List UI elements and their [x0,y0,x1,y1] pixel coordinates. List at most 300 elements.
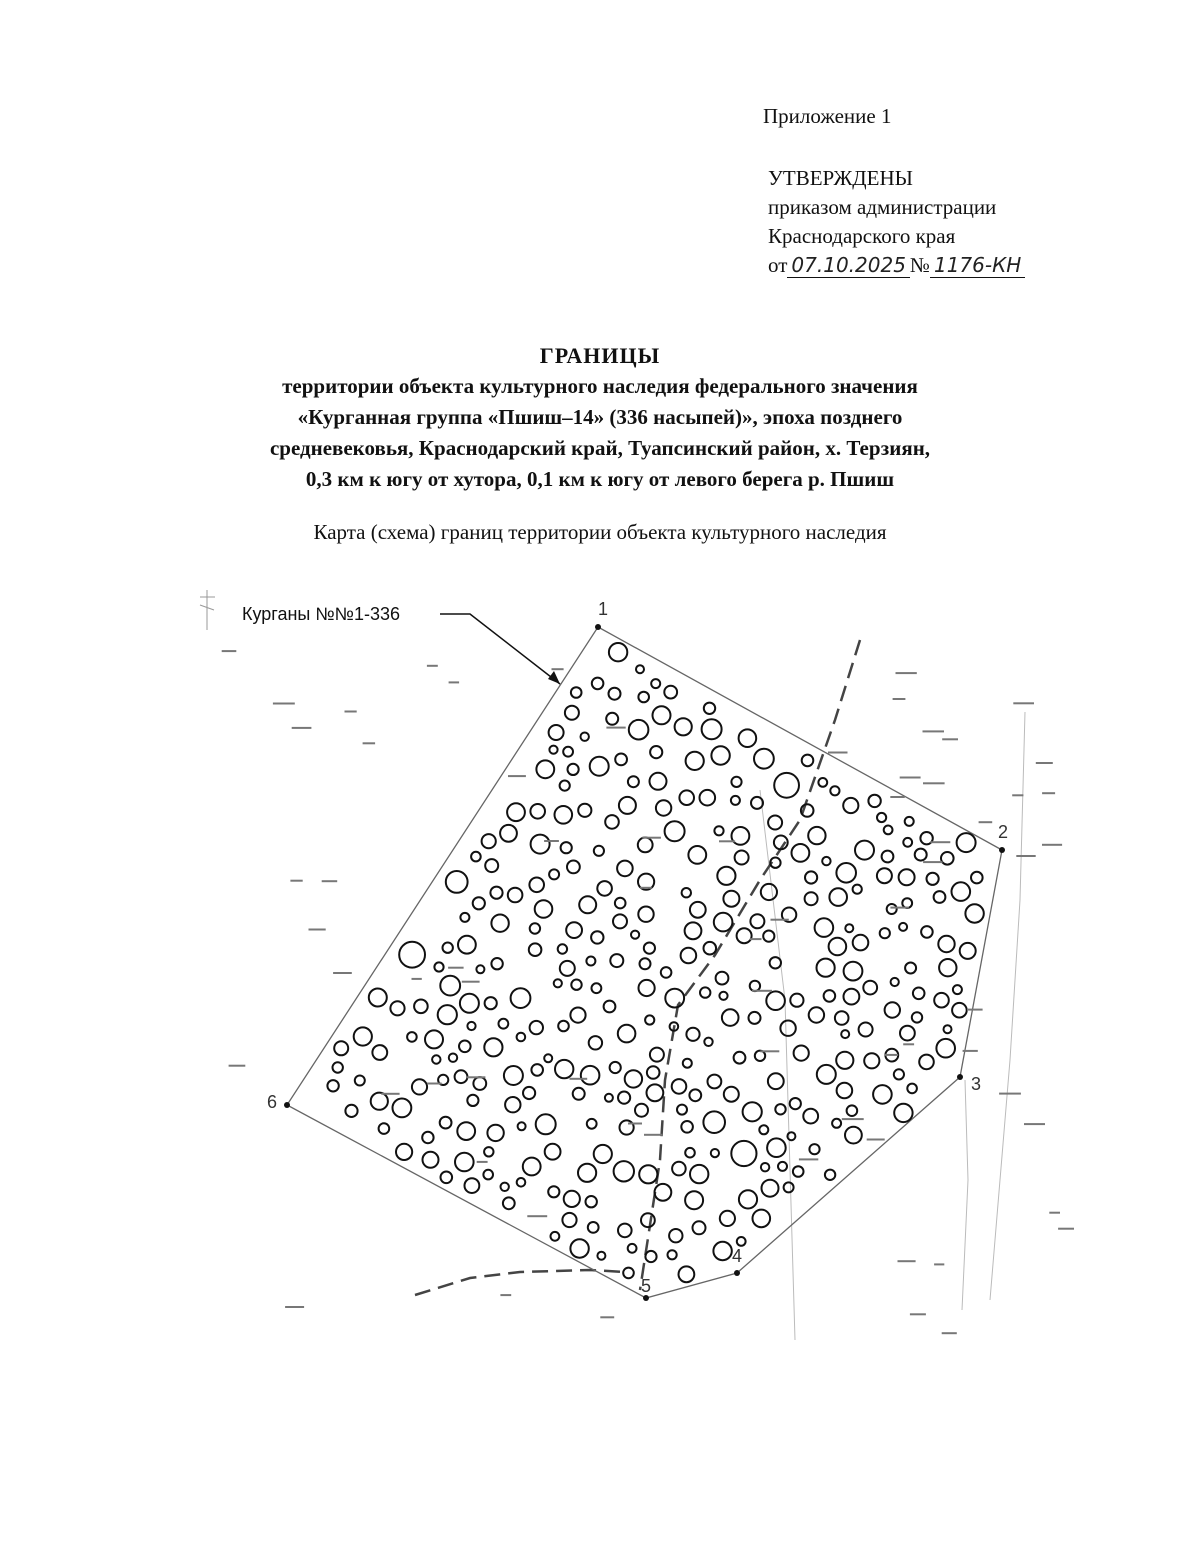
mound-circle [422,1132,433,1143]
mound-circle [628,776,639,787]
mound-circle [449,1054,457,1062]
mound-circle [458,936,476,954]
vertex-1 [595,624,601,630]
mound-circle [664,686,677,699]
mound-circle [573,1088,585,1100]
mound-circle [829,888,847,906]
mound-circle [750,914,764,928]
approval-date-row [768,251,1025,280]
mound-circle [971,872,983,884]
mound-circle [717,867,735,885]
mound-circle [485,859,498,872]
mound-circle [579,896,596,913]
survey-mark [890,796,905,798]
mound-circle [334,1041,348,1055]
mound-circle [581,1066,600,1085]
mound-circle [591,931,603,943]
mound-circle [467,1022,475,1030]
mound-circle [592,983,602,993]
survey-mark [910,1313,926,1315]
mound-circle [610,1062,621,1073]
mound-circle [476,965,484,973]
mound-circle [859,1023,873,1037]
mound-circle [484,1038,502,1056]
mound-circle [460,994,479,1013]
mound-circle [720,1211,735,1226]
mound-circle [647,1066,660,1079]
mound-circle [716,972,729,985]
mound-circle [938,936,954,952]
mound-circle [465,1178,480,1193]
survey-mark [900,777,921,779]
mound-circle [845,924,853,932]
mound-circle [483,1170,493,1180]
mound-circle [775,1104,785,1114]
mound-circle [457,1122,475,1140]
mound-circle [794,1046,809,1061]
mound-circle [473,897,485,909]
mound-circle [589,1036,602,1049]
title-heading: ГРАНИЦЫ [539,343,661,368]
mound-circle [555,806,573,824]
mound-circle [511,988,531,1008]
mound-circle [739,729,757,747]
mound-circle [739,1190,757,1208]
mound-circle [460,913,469,922]
mound-circle [560,781,570,791]
mound-circle [936,1039,955,1058]
mound-circle [523,1158,541,1176]
mound-circle [615,754,627,766]
mound-circle [606,713,618,725]
mound-circle [714,826,723,835]
mound-circle [753,1210,771,1228]
title-line-2: «Курганная группа «Пшиш–14» (336 насыпей)», эпоха позднего [297,405,903,429]
mound-circle [412,1079,427,1094]
mound-circle [590,757,609,776]
mound-circle [333,1062,343,1072]
mound-circle [722,1009,739,1026]
mound-circle [414,1000,428,1014]
mound-circle [625,1070,642,1087]
mound-circle [372,1045,387,1060]
mound-circle [636,665,644,673]
vertex-label-5: 5 [641,1276,652,1296]
survey-mark [500,1294,511,1296]
mound-circle [768,816,782,830]
mound-circle [766,991,785,1010]
vertex-labels [267,599,1008,1296]
mound-circle [508,888,523,903]
boundary-map [0,560,1200,1360]
mound-circle [505,1097,520,1112]
mound-circle [792,844,810,862]
mound-circle [571,980,581,990]
mound-circle [700,987,710,997]
mound-circle [578,1164,596,1182]
survey-mark [229,1065,246,1067]
mound-circle [354,1027,372,1045]
survey-mark [890,907,908,909]
mound-circle [653,706,671,724]
mound-circle [805,892,818,905]
mound-circle [844,989,860,1005]
mound-circle [592,678,604,690]
survey-mark [527,1215,547,1217]
survey-mark [448,967,464,969]
compass-mark-icon [200,590,215,630]
mound-circle [441,1172,453,1184]
handwritten-number: 1176-КН [930,253,1025,278]
boundary-vertices [284,624,1005,1301]
mound-circle [650,746,662,758]
mound-circle [900,1026,915,1041]
mound-circle [704,1038,712,1046]
mound-circle [618,1025,636,1043]
mound-circle [629,720,649,740]
mound-circle [774,773,799,798]
mound-circle [558,944,567,953]
mound-circle [763,931,774,942]
mound-circle [371,1093,388,1110]
mound-circle [555,1060,573,1078]
mound-circle [530,804,545,819]
mound-circle [644,943,655,954]
mound-circle [570,1008,585,1023]
mound-circle [327,1080,338,1091]
mound-circle [567,861,580,874]
mound-circle [836,863,856,883]
mound-circle [535,900,553,918]
burial-mounds-callout [242,604,560,684]
mound-circle [668,1250,677,1259]
mound-circle [863,981,877,995]
mound-circle [808,827,825,844]
mound-circle [832,1119,841,1128]
survey-mark [963,1050,978,1052]
survey-mark [923,730,945,732]
mound-circle [485,997,497,1009]
mound-circle [843,798,858,813]
mound-circle [487,1125,503,1141]
mound-circle [440,1117,452,1129]
mound-circle [578,804,591,817]
vertex-label-2: 2 [998,822,1009,842]
survey-mark [1016,855,1035,857]
mound-circle [563,747,573,757]
mound-circle [882,851,894,863]
mound-circle [618,1092,630,1104]
mound-circle [939,959,956,976]
mound-circle [669,1229,682,1242]
mound-circle [650,1048,664,1062]
mound-circle [690,902,706,918]
mound-circle [531,835,550,854]
mound-circle [549,746,557,754]
survey-mark [1012,794,1023,796]
mound-circle [638,907,653,922]
mound-circle [762,1180,779,1197]
mound-circle [554,979,562,987]
survey-mark [979,821,993,823]
mound-circle [853,935,869,951]
date-prefix: от [768,253,788,277]
mound-circle [565,706,579,720]
mound-circle [703,1111,725,1133]
mound-circle [683,1059,692,1068]
mound-circle [639,1165,657,1183]
mound-circle [523,1087,535,1099]
vertex-label-1: 1 [598,599,609,619]
survey-mark [642,837,661,839]
survey-mark [884,1054,898,1056]
mound-circle [686,1028,699,1041]
mound-circle [631,931,639,939]
mound-circle [711,1149,719,1157]
survey-mark [628,1123,642,1125]
mound-circle [570,1239,588,1257]
mound-circle [957,833,976,852]
mound-circle [780,1020,795,1035]
mound-circle [817,1065,836,1084]
mound-circle [446,871,468,893]
mound-circle [817,959,835,977]
vertex-label-6: 6 [267,1092,278,1112]
mound-circle [835,1011,849,1025]
mound-circle [518,1122,526,1130]
survey-mark [427,1083,442,1085]
mound-circle [665,821,685,841]
mound-circle [965,904,983,922]
mound-circle [672,1162,686,1176]
mound-circle [824,990,836,1002]
survey-mark [750,938,762,940]
mound-circle [641,1213,655,1227]
mound-circle [770,957,781,968]
mound-circle [960,943,976,959]
mound-circle [693,1221,706,1234]
survey-mark [771,919,789,921]
survey-mark [412,978,422,980]
survey-mark [508,775,526,777]
mound-circle [614,1161,634,1181]
mound-circle [749,1012,761,1024]
mound-circle [829,938,847,956]
mound-circle [877,868,892,883]
mound-circle [396,1144,412,1160]
vertex-2 [999,847,1005,853]
mound-circle [390,1001,404,1015]
survey-mark [644,1134,662,1136]
survey-mark [967,1009,983,1011]
mound-circle [379,1123,390,1134]
mound-circle [944,1025,952,1033]
mound-circle [549,869,559,879]
survey-mark [930,841,950,843]
mound-circle [921,926,933,938]
mound-circle [661,967,672,978]
background-lines [760,712,1025,1340]
mound-circle [688,846,706,864]
mound-circle [941,852,954,865]
mound-circle [423,1152,439,1168]
mound-circle [723,891,739,907]
mound-circle [841,1030,849,1038]
survey-mark [934,1263,944,1265]
mound-circle [605,1094,613,1102]
survey-mark [640,887,652,889]
mound-circle [847,1105,858,1116]
mound-circle [628,1244,637,1253]
mound-circle [604,1001,616,1013]
mound-circle [432,1055,440,1063]
mound-circle [530,923,540,933]
mound-circle [672,1079,687,1094]
mound-circle [443,943,453,953]
mound-circle [594,1145,612,1163]
mound-circle [609,643,627,661]
survey-mark [893,698,906,700]
survey-mark [942,738,958,740]
survey-mark [799,1158,818,1160]
survey-mark [828,752,848,754]
survey-mark [273,703,295,705]
mound-circle [873,1085,892,1104]
mound-circle [499,1019,509,1029]
mound-circle [915,849,927,861]
mound-circle [587,1119,597,1129]
mound-circle [665,989,684,1008]
mound-circle [571,687,582,698]
mound-circle [566,922,582,938]
mound-circle [784,1182,794,1192]
mound-circle [818,778,827,787]
mound-circle [484,1147,493,1156]
mound-circle [560,961,575,976]
mound-circle [952,882,971,901]
mound-circle [638,692,649,703]
survey-mark [1042,844,1062,846]
mound-circle [490,887,502,899]
mound-circle [517,1178,526,1187]
survey-annotations [222,650,1074,1334]
approved-word: УТВЕРЖДЕНЫ [768,166,913,190]
mound-circle [802,755,814,767]
mound-circle [700,790,716,806]
mound-circle [597,1252,605,1260]
mound-circle [517,1033,526,1042]
survey-mark [1058,1228,1074,1230]
mound-circle [952,1003,967,1018]
mound-circle [619,797,636,814]
mound-circle [894,1069,904,1079]
mound-circle [467,1095,478,1106]
mound-circle [679,790,694,805]
mound-circle [651,679,660,688]
survey-mark [467,1076,486,1078]
vertex-label-3: 3 [971,1074,982,1094]
mound-circle [686,752,704,770]
mound-circle [919,1055,934,1070]
map-caption: Карта (схема) границ территории объекта культурного наследия [313,520,887,544]
mound-circle [455,1153,474,1172]
mound-circle [880,928,890,938]
mound-circle [902,898,912,908]
mound-circle [617,861,633,877]
mound-circle [615,898,626,909]
mound-circle [681,948,697,964]
document-title [0,340,1200,495]
survey-mark [600,1316,614,1318]
mound-circle [623,1268,634,1279]
survey-mark [752,990,772,992]
mound-circle [877,813,886,822]
survey-mark [462,981,480,983]
mound-circle [639,980,655,996]
mound-circle [805,871,817,883]
mound-circle [864,1053,879,1068]
survey-mark [923,861,942,863]
survey-mark [552,668,564,670]
mound-circle [647,1084,664,1101]
mound-circle [790,994,803,1007]
mound-circle [734,1052,746,1064]
survey-mark [719,840,735,842]
survey-mark [898,1260,916,1262]
mound-circle [855,841,874,860]
vertex-6 [284,1102,290,1108]
survey-mark [923,782,945,784]
mound-circle [558,1021,569,1032]
mound-circle [719,992,727,1000]
mound-circle [891,978,899,986]
mound-circle [887,904,897,914]
mound-circle [815,918,834,937]
mound-circle [536,1114,556,1134]
mound-circle [685,1191,703,1209]
mound-circle [912,1012,922,1022]
mound-circle [899,869,915,885]
mound-circle [491,958,502,969]
mound-circle [545,1144,561,1160]
mound-circle [640,958,651,969]
mound-circle [618,1224,632,1238]
mound-circle [702,719,722,739]
mound-circle [440,976,460,996]
mound-circle [735,851,749,865]
mound-circle [704,942,717,955]
mound-circle [551,1232,560,1241]
survey-mark [760,1050,779,1052]
survey-mark [544,840,559,842]
number-prefix: № [909,253,930,277]
mound-circle [899,923,907,931]
vertex-label-4: 4 [732,1246,743,1266]
mound-circle [704,703,715,714]
mound-circle [681,1121,693,1133]
mound-circle [471,852,481,862]
mound-circle [501,1183,509,1191]
mound-circle [393,1099,412,1118]
survey-mark [1049,1212,1060,1214]
mound-circle [594,846,604,856]
survey-mark [903,1043,914,1045]
mound-circle [844,962,863,981]
mound-circle [837,1083,853,1099]
mound-circle [650,773,667,790]
mound-circle [455,1070,468,1083]
mound-circle [913,988,925,1000]
